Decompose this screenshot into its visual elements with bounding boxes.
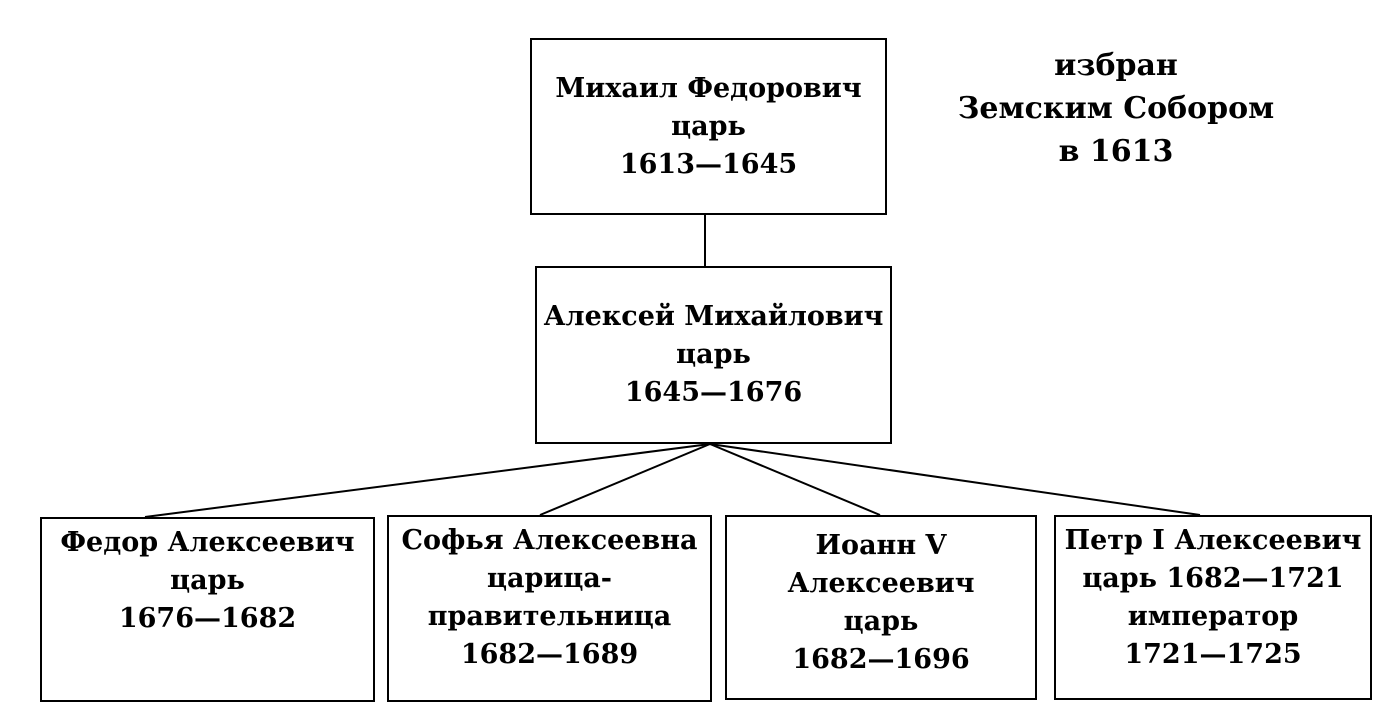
node-name-line1: Иоанн V — [815, 530, 947, 561]
node-title: царь — [671, 110, 746, 142]
node-reign-emperor: 1721—1725 — [1124, 639, 1302, 670]
node-fedor-alekseevich — [40, 517, 375, 702]
connector-aleksei-petr — [710, 444, 1200, 515]
annotation-line2: Земским Собором — [957, 91, 1275, 126]
node-aleksei-mikhailovich — [535, 266, 892, 444]
node-title: царь — [676, 339, 751, 370]
node-name: Софья Алексеевна — [401, 525, 698, 556]
node-name: Петр I Алексеевич — [1064, 525, 1362, 556]
election-annotation — [940, 44, 1292, 173]
node-name: Михаил Федорович — [555, 72, 862, 104]
node-title-line1: царица- — [487, 563, 612, 594]
node-years: 1613—1645 — [619, 148, 798, 180]
node-sofia-alekseevna — [387, 515, 712, 702]
node-petr-i-alekseevich — [1054, 515, 1372, 700]
annotation-line1: избран — [1054, 48, 1178, 83]
annotation-line3: в 1613 — [1058, 134, 1174, 169]
node-years: 1682—1696 — [792, 644, 970, 675]
connector-aleksei-ioann — [710, 444, 880, 515]
connector-aleksei-fedor — [145, 444, 710, 517]
node-name-line2: Алексеевич — [787, 568, 975, 599]
node-ioann-v-alekseevich — [725, 515, 1037, 700]
node-name: Алексей Михайлович — [543, 301, 884, 332]
node-title-line2: правительница — [427, 601, 672, 632]
node-reign-tsar: царь 1682—1721 — [1082, 563, 1344, 594]
node-years: 1682—1689 — [460, 639, 639, 670]
node-title: царь — [170, 565, 245, 596]
node-years: 1645—1676 — [624, 377, 803, 408]
node-mikhail-fedorovich — [530, 38, 887, 215]
node-years: 1676—1682 — [118, 603, 297, 634]
node-name: Федор Алексеевич — [60, 527, 355, 558]
node-title: царь — [843, 606, 919, 637]
node-title-emperor: император — [1127, 601, 1299, 632]
